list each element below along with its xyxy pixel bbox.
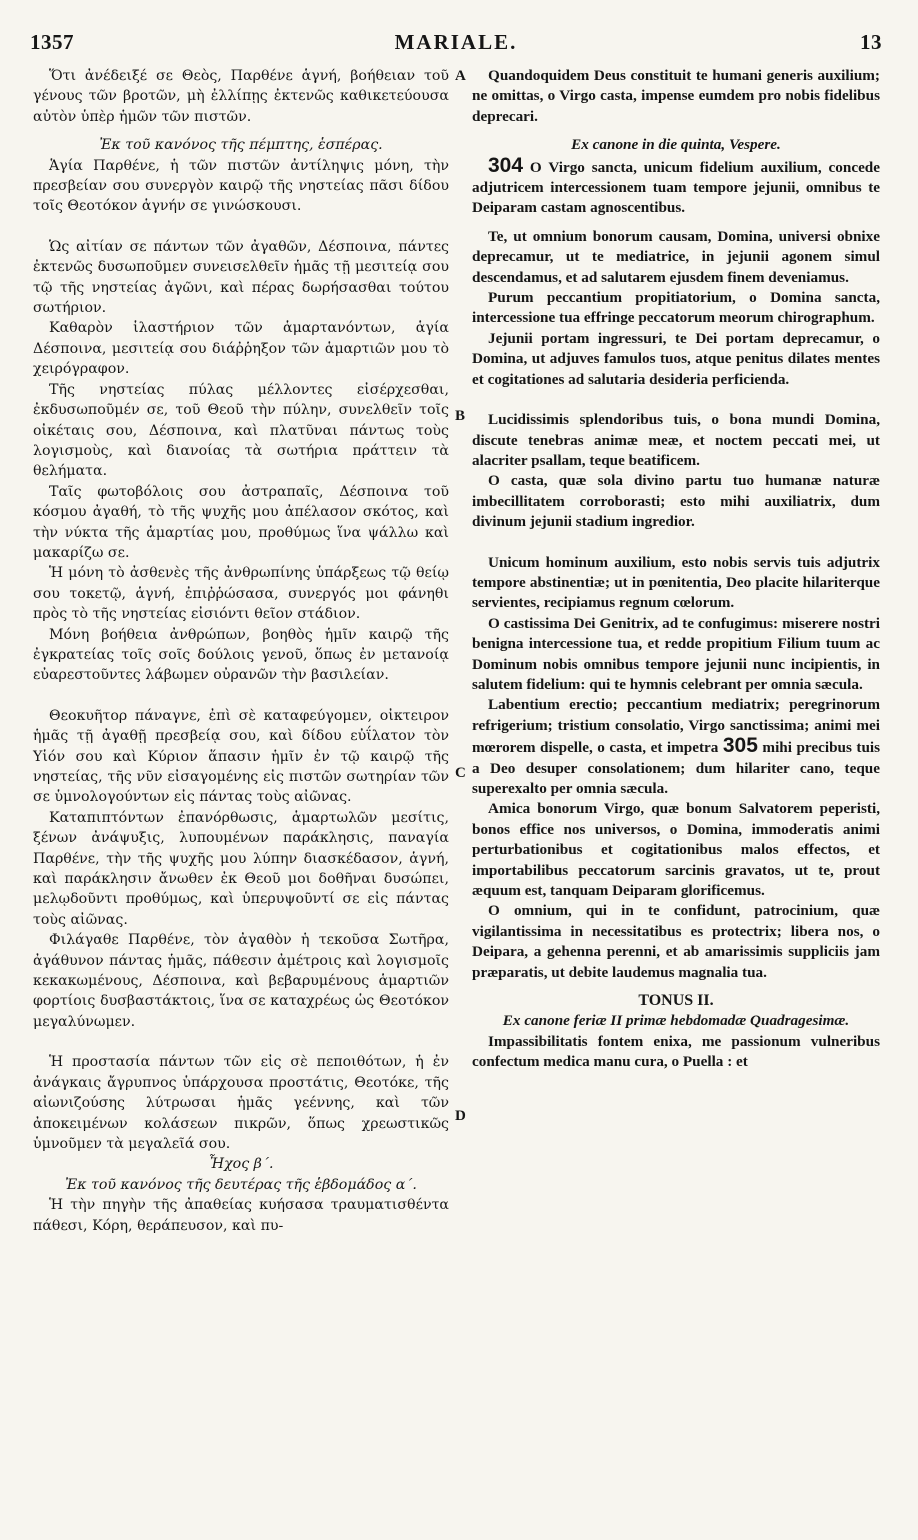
greek-paragraph: Ὡς αἰτίαν σε πάντων τῶν ἀγαθῶν, Δέσποινα, πάντες ἐκτενῶς δυσωποῦμεν συνεισελθεῖν ἡμᾶς τῇ μεσιτείᾳ σου τῷ τῆς νηστείας ἀγῶνι, καὶ πέρας δωρήσασθαι τούτου σωτήριον. — [33, 238, 449, 317]
greek-tone-heading: Ἦχος β΄. — [208, 1156, 274, 1173]
latin-paragraph-text: Labentium erectio; peccantium mediatrix; peregrinorum refrigerium; tristium consolatio, Virgo sanctissima; animi mei mœrorem dispelle, o casta, et impetra — [472, 696, 880, 757]
greek-paragraph: Τῆς νηστείας πύλας μέλλοντες εἰσέρχεσθαι, ἐκδυσωποῦμέν σε, τοῦ Θεοῦ τὴν πύλην, συνελθεῖν τοῖς οἰκέταις σου, Δέσποινα, καὶ πλατῦναι πάντως τοὺς λογισμοὺς, καὶ διανοίας τὰ σωτήρια πράττειν τὰ θελήματα. — [33, 381, 449, 480]
latin-paragraph-text: O Virgo sancta, unicum fidelium auxilium, concede adjutricem intercessionem tuam tempore jejunii, omnibus te Deiparam castam agnoscentibus. — [472, 158, 880, 217]
right-page-number: 13 — [860, 30, 882, 54]
margin-marker-a: A — [455, 68, 466, 84]
latin-paragraph: O omnium, qui in te confidunt, patrocinium, quæ vigilantissima in necessitatibus es protectrix; libera nos, o Deipara, a gehenna perenni, et ab amarissimis suppliciis jam præparatis, ut debite laudemus magnalia tua. — [472, 902, 880, 981]
latin-paragraph: Purum peccantium propitiatorium, o Domina sancta, intercessione tua effringe peccatorum meorum chirographum. — [472, 289, 880, 327]
greek-paragraph: Φιλάγαθε Παρθένε, τὸν ἀγαθὸν ἡ τεκοῦσα Σωτῆρα, ἀγάθυνον πάντας ἡμᾶς, πάθεσιν ἀμέτροις καὶ λογισμοῖς κεκακωμένους, Δέσποινα, καὶ βεβαρυμένους ἁμαρτιῶν φορτίοις δυσβαστάκτοις, ἵνα σε καταχρέως ὡς Θεοτόκον μεγαλύνωμεν. — [33, 932, 449, 1030]
latin-column — [472, 66, 880, 1073]
greek-section-heading: Ἐκ τοῦ κανόνος τῆς πέμπτης, ἑσπέρας. — [99, 137, 383, 154]
latin-paragraph: Jejunii portam ingressuri, te Dei portam deprecamur, o Domina, ut adjuves famulos tuos, atque penitus dilates mentes et cogitationes ad salutaria desideria perficienda. — [472, 329, 880, 388]
margin-marker-d: D — [455, 1108, 466, 1124]
greek-column — [33, 66, 449, 1236]
greek-paragraph: Ἡ τὴν πηγὴν τῆς ἀπαθείας κυήσασα τραυματισθέντα πάθεσι, Κόρη, θεράπευσον, καὶ πυ- — [33, 1197, 449, 1234]
page-header — [30, 30, 882, 58]
latin-paragraph: O castissima Dei Genitrix, ad te confugimus: miserere nostri benigna intercessione tua, et redde propitium Filium tuum ac Dominum nobis omnibus tempore jejunii nunc incipientis, in salutem fidelium: qui te hymnis celebrant per omnia sæcula. — [472, 614, 880, 693]
greek-paragraph: Καταπιπτόντων ἐπανόρθωσις, ἁμαρτωλῶν μεσίτις, ξένων ἀνάψυξις, λυπουμένων παράκλησις, παναγία Παρθένε, τὴν τῆς ψυχῆς μου λύπην διασκέδασον, ἁγνή, καὶ παράκλησιν ἄνωθεν ἐκ Θεοῦ μοι δοθῆναι δυσώπει, μελῳδοῦντι προθύμως, καὶ ὑπερυψοῦντί σε εἰς πάντας τοὺς αἰῶνας. — [33, 809, 449, 928]
greek-section-heading: Ἐκ τοῦ κανόνος τῆς δευτέρας τῆς ἑβδομάδος α΄. — [65, 1176, 417, 1193]
greek-paragraph: Ἁγία Παρθένε, ἡ τῶν πιστῶν ἀντίληψις μόνη, τὴν πρεσβείαν σου συνεργὸν καιρῷ τῆς νηστείας πᾶσι δίδου τοῖς Θεοτόκον ἁγνήν σε γινώσκουσι. — [33, 157, 449, 215]
greek-paragraph: Ἡ προστασία πάντων τῶν εἰς σὲ πεποιθότων, ἡ ἐν ἀνάγκαις ἄγρυπνος ὑπάρχουσα προστάτις, Θεοτόκε, τῆς αἰωνιζούσης λύτρωσαι ἡμᾶς γεέννης, καὶ τῶν ἀποκειμένων κολάσεων πικρῶν, ὅπως χρεωστικῶς ὑμνοῦμεν τὰ μεγαλεῖά σου. — [33, 1054, 449, 1152]
margin-marker-b: B — [455, 408, 466, 424]
latin-paragraph-text: mihi precibus tuis a Deo desuper consolationem; dum hilariter cano, teque superexalto per omnia sæcula. — [472, 739, 881, 797]
greek-paragraph: Μόνη βοήθεια ἀνθρώπων, βοηθὸς ἡμῖν καιρῷ τῆς ἐγκρατείας τοῖς σοῖς δούλοις γενοῦ, ὅπως ἐν μετανοίᾳ εὐαρεστοῦντες λάβωμεν οὐρανῶν τὴν βασιλείαν. — [33, 626, 449, 684]
margin-marker-c: C — [455, 765, 466, 781]
latin-paragraph: Lucidissimis splendoribus tuis, o bona mundi Domina, discute tenebras animæ meæ, et noctem peccati mei, ut alacriter psallam, teque beatificem. — [472, 411, 880, 469]
column-number-304: 304 — [488, 153, 524, 177]
latin-paragraph: Quandoquidem Deus constituit te humani generis auxilium; ne omittas, o Virgo casta, impense eumdem pro nobis fidelibus deprecari. — [472, 67, 880, 125]
greek-paragraph: Ταῖς φωτοβόλοις σου ἀστραπαῖς, Δέσποινα τοῦ κόσμου ἀγαθή, τὸ τῆς ψυχῆς μου ἀπέλασον σκότος, καὶ τὴν νύκτα τῆς ἁμαρτίας μου, προθύμως ἵνα ψάλλω καὶ μακαρίζω σε. — [33, 483, 449, 561]
latin-paragraph — [472, 695, 880, 799]
running-title: MARIALE. — [394, 30, 518, 54]
latin-paragraph — [472, 153, 880, 219]
latin-tone-heading: TONUS II. — [638, 992, 714, 1010]
greek-paragraph: Θεοκυῆτορ πάναγνε, ἐπὶ σὲ καταφεύγομεν, οἰκτειρον ἡμᾶς τῇ ἀγαθῇ πρεσβείᾳ σου, καὶ δίδου εὐΐλατον τὸν Υἱόν σου καὶ Κύριον ἅπασιν ἡμῖν ἐν τῷ καιρῷ τῆς νηστείας, τῆς νῦν εἰσαγομένης εἰς πιστῶν σωτηρίαν τῶν σε ὑμνολογούντων εἰς πάντας τοὺς αἰῶνας. — [33, 707, 449, 806]
column-number-305: 305 — [722, 734, 758, 758]
latin-paragraph: O casta, quæ sola divino partu tuo humanæ naturæ imbecillitatem corroborasti; esto mihi auxiliatrix, dum divinum jejunii stadium ingredior. — [472, 472, 880, 531]
greek-paragraph: Ἡ μόνη τὸ ἀσθενὲς τῆς ἀνθρωπίνης ὑπάρξεως τῷ θείῳ σου τοκετῷ, ἁγνή, ἐπιῤῥώσασα, συνεργός μοι φάνηθι πρὸς τὸ τῆς νηστείας εἰσιόντι θεῖον στάδιον. — [33, 565, 449, 623]
latin-section-heading: Ex canone feriæ II primæ hebdomadæ Quadragesimæ. — [502, 1012, 850, 1030]
latin-paragraph: Unicum hominum auxilium, esto nobis servis tuis adjutrix tempore abstinentiæ; ut in pœnitentia, Deo placite hilariterque servientes, recipiamus regnum cœlorum. — [472, 553, 880, 612]
left-page-number: 1357 — [30, 30, 74, 54]
greek-paragraph: Καθαρὸν ἱλαστήριον τῶν ἁμαρτανόντων, ἁγία Δέσποινα, μεσιτείᾳ σου διάῤῥηξον τῶν ἁμαρτιῶν μου τὸ χειρόγραφον. — [33, 320, 449, 378]
greek-paragraph: Ὅτι ἀνέδειξέ σε Θεὸς, Παρθένε ἁγνή, βοήθειαν τοῦ γένους τῶν βροτῶν, μὴ ἐλλίπῃς ἐκτενῶς καθικετεύουσα αὐτὸν ὑπὲρ ἡμῶν τῶν πιστῶν. — [33, 68, 449, 125]
latin-paragraph: Amica bonorum Virgo, quæ bonum Salvatorem peperisti, bonos effice nos universos, o Domina, immoderatis animi perturbationibus et cogitationibus malos effectos, et importabilibus peccatorum sarcinis gravatos, ut te, prout æquum est, tanquam Deiparam glorificemus. — [472, 800, 880, 900]
latin-section-heading: Ex canone in die quinta, Vespere. — [571, 136, 781, 154]
latin-paragraph: Impassibilitatis fontem enixa, me passionum vulneribus confectum medica manu cura, o Puella : et — [472, 1032, 880, 1071]
latin-paragraph: Te, ut omnium bonorum causam, Domina, universi obnixe deprecamur, ut te mediatrice, in jejunii agonem simul descendamus, et ad salutarem ejusdem finem deveniamus. — [472, 227, 880, 286]
